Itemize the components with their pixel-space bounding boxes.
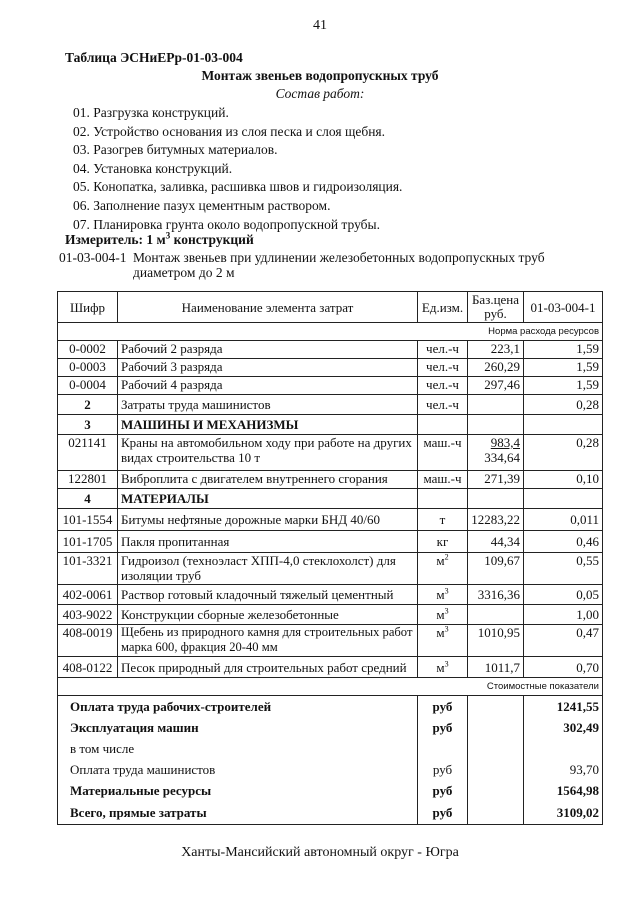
cell-unit: маш.-ч	[418, 471, 468, 489]
cell-name: Песок природный для строительных работ средний	[118, 657, 418, 678]
cell-value: 1,00	[524, 605, 603, 625]
cell-price: 297,46	[468, 377, 524, 395]
total-value: 3109,02	[524, 801, 603, 825]
cell-unit: кг	[418, 531, 468, 553]
cell-code: 122801	[58, 471, 118, 489]
cell-value: 0,05	[524, 585, 603, 605]
total-name: Эксплуатация машин	[58, 717, 418, 738]
total-name: Оплата труда машинистов	[58, 759, 418, 780]
total-value: 302,49	[524, 717, 603, 738]
norm-label-row	[58, 323, 603, 341]
cell-price: 271,39	[468, 471, 524, 489]
table-row	[58, 341, 603, 359]
cell-code: 408-0019	[58, 625, 118, 657]
total-row	[58, 801, 603, 825]
table-row	[58, 471, 603, 489]
total-unit: руб	[418, 717, 468, 738]
total-row	[58, 780, 603, 801]
header-row	[58, 292, 603, 323]
cell-name: Раствор готовый кладочный тяжелый цементный	[118, 585, 418, 605]
cell-code: 403-9022	[58, 605, 118, 625]
table-row	[58, 435, 603, 471]
cell-code: 0-0002	[58, 341, 118, 359]
cell-name: Гидроизол (техноэласт ХПП-4,0 стеклохолст) для изоляции труб	[118, 553, 418, 585]
cell-value: 0,46	[524, 531, 603, 553]
cell-code: 101-1705	[58, 531, 118, 553]
cell-code: 021141	[58, 435, 118, 471]
total-value	[524, 738, 603, 759]
total-value: 1564,98	[524, 780, 603, 801]
cell-value: 0,28	[524, 395, 603, 415]
cell-price: 1011,7	[468, 657, 524, 678]
total-unit: руб	[418, 696, 468, 717]
header-name: Наименование элемента затрат	[118, 292, 418, 323]
cell-unit: чел.-ч	[418, 359, 468, 377]
cell-price: 223,1	[468, 341, 524, 359]
cell-price: 109,67	[468, 553, 524, 585]
cell-value: 0,70	[524, 657, 603, 678]
total-row	[58, 717, 603, 738]
cell-name: Щебень из природного камня для строительных работ марка 600, фракция 20-40 мм	[118, 625, 418, 657]
section-row	[58, 415, 603, 435]
work-item: 01. Разгрузка конструкций.	[73, 105, 229, 120]
composition-title: Состав работ:	[275, 86, 365, 101]
total-name: Материальные ресурсы	[58, 780, 418, 801]
cell-value: 0,10	[524, 471, 603, 489]
work-item: 02. Устройство основания из слоя песка и слоя щебня.	[73, 123, 386, 139]
cell-name: Битумы нефтяные дорожные марки БНД 40/60	[118, 509, 418, 531]
cell-unit: $м^3$	[418, 605, 468, 625]
table-row	[58, 625, 603, 657]
table-title: Таблица ЭСНиЕРр-01-03-004	[65, 50, 243, 65]
cost-label-row	[58, 678, 603, 696]
cell-name: Рабочий 3 разряда	[118, 359, 418, 377]
norm-label: Норма расхода ресурсов	[58, 323, 603, 341]
work-item: 04. Установка конструкций.	[73, 160, 233, 176]
cell-code: 2	[58, 395, 118, 415]
cell-code: 408-0122	[58, 657, 118, 678]
cell-price: 1010,95	[468, 625, 524, 657]
cell-unit: $м^3$	[418, 585, 468, 605]
table-row	[58, 377, 603, 395]
cell-price: 260,29	[468, 359, 524, 377]
total-unit	[418, 738, 468, 759]
cell-name: Рабочий 4 разряда	[118, 377, 418, 395]
table-row	[58, 585, 603, 605]
cell-unit: маш.-ч	[418, 435, 468, 471]
cell-unit: чел.-ч	[418, 377, 468, 395]
total-unit: руб	[418, 780, 468, 801]
cell-code: 3	[58, 415, 118, 435]
header-norm: 01-03-004-1	[524, 292, 603, 323]
cell-value: 1,59	[524, 377, 603, 395]
total-value: 1241,55	[524, 696, 603, 717]
table-row	[58, 657, 603, 678]
cell-unit: чел.-ч	[418, 395, 468, 415]
cell-value: 0,47	[524, 625, 603, 657]
section-title: Монтаж звеньев водопропускных труб	[201, 68, 439, 83]
table-row	[58, 605, 603, 625]
table-row	[58, 531, 603, 553]
cell-value: 0,55	[524, 553, 603, 585]
table-row	[58, 395, 603, 415]
cell-price: 983,4 334,64	[468, 435, 524, 471]
cell-value: 1,59	[524, 359, 603, 377]
cell-code: 402-0061	[58, 585, 118, 605]
page-number: 41	[313, 18, 327, 33]
cell-code: 0-0004	[58, 377, 118, 395]
footer: Ханты-Мансийский автономный округ - Югра	[181, 845, 459, 860]
total-row	[58, 759, 603, 780]
cell-value: 0,011	[524, 509, 603, 531]
cell-price: 3316,36	[468, 585, 524, 605]
cell-code: 0-0003	[58, 359, 118, 377]
header-code: Шифр	[58, 292, 118, 323]
total-name: в том числе	[58, 738, 418, 759]
section-name: МАТЕРИАЛЫ	[118, 489, 418, 509]
cell-unit: $м^3$	[418, 625, 468, 657]
cell-code: 101-3321	[58, 553, 118, 585]
table-row	[58, 359, 603, 377]
cell-unit: чел.-ч	[418, 341, 468, 359]
header-price: Баз.цена руб.	[468, 292, 524, 323]
cell-code: 101-1554	[58, 509, 118, 531]
cell-price	[468, 395, 524, 415]
cost-label: Стоимостные показатели	[58, 678, 603, 696]
section-name: МАШИНЫ И МЕХАНИЗМЫ	[118, 415, 418, 435]
work-item: 05. Конопатка, заливка, расшивка швов и гидроизоляция.	[73, 179, 403, 195]
section-row	[58, 489, 603, 509]
cell-unit: $м^2$	[418, 553, 468, 585]
cell-name: Виброплита с двигателем внутреннего сгорания	[118, 471, 418, 489]
item-description: Монтаж звеньев при удлинении железобетонных водопропускных труб диаметром до 2 м	[133, 250, 545, 280]
total-value: 93,70	[524, 759, 603, 780]
item-code: 01-03-004-1	[59, 250, 127, 265]
cell-price	[468, 605, 524, 625]
cell-unit: т	[418, 509, 468, 531]
works-list	[73, 104, 402, 234]
cell-value: 0,28	[524, 435, 603, 471]
cell-name: Рабочий 2 разряда	[118, 341, 418, 359]
total-row	[58, 738, 603, 759]
table-row	[58, 553, 603, 585]
cell-value: 1,59	[524, 341, 603, 359]
cell-name: Пакля пропитанная	[118, 531, 418, 553]
table-row	[58, 509, 603, 531]
total-name: Всего, прямые затраты	[58, 801, 418, 825]
total-name: Оплата труда рабочих-строителей	[58, 696, 418, 717]
cell-name: Затраты труда машинистов	[118, 395, 418, 415]
measure-unit: Измеритель: 1 $м^3$ конструкций	[65, 230, 254, 247]
header-unit: Ед.изм.	[418, 292, 468, 323]
cell-price: 44,34	[468, 531, 524, 553]
cell-name: Конструкции сборные железобетонные	[118, 605, 418, 625]
work-item: 07. Планировка грунта около водопропускной трубы.	[73, 216, 380, 232]
total-unit: руб	[418, 801, 468, 825]
cell-name: Краны на автомобильном ходу при работе на других видах строительства 10 т	[118, 435, 418, 471]
resource-table	[57, 291, 603, 825]
work-item: 06. Заполнение пазух цементным раствором.	[73, 197, 331, 213]
cell-unit: $м^3$	[418, 657, 468, 678]
total-unit: руб	[418, 759, 468, 780]
work-item: 03. Разогрев битумных материалов.	[73, 142, 278, 158]
total-row	[58, 696, 603, 717]
cell-code: 4	[58, 489, 118, 509]
cell-price: 12283,22	[468, 509, 524, 531]
